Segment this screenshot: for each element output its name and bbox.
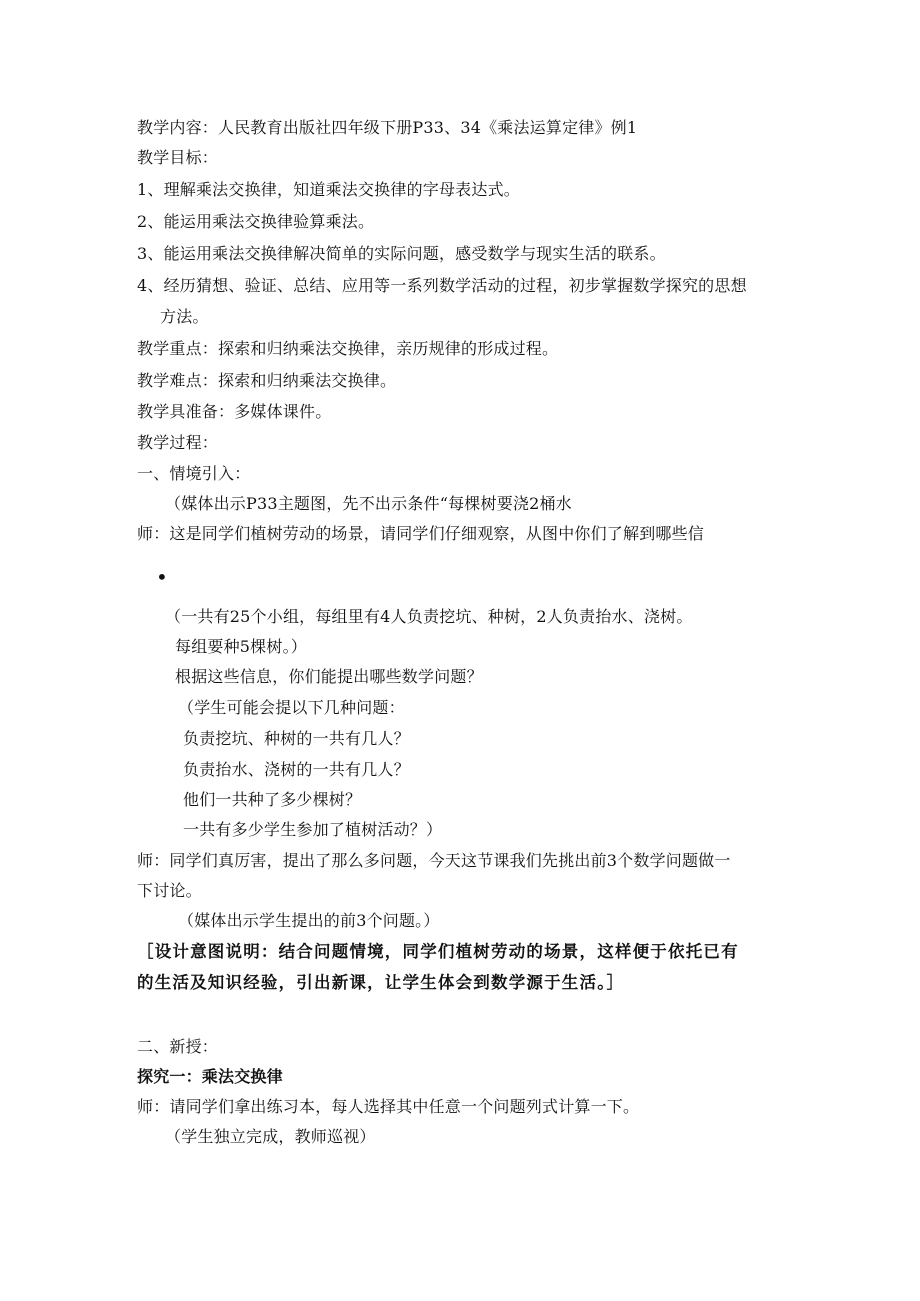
section1-media-note-2: （媒体出示学生提出的前3个问题。） <box>178 911 440 930</box>
design-intent-line-1: ［设计意图说明：结合问题情境，同学们植树劳动的场景，这样便于依托已有 <box>137 942 739 961</box>
section2-heading: 二、新授： <box>137 1037 219 1056</box>
section1-teacher-line: 师：这是同学们植树劳动的场景，请同学们仔细观察，从图中你们了解到哪些信 <box>137 524 705 543</box>
section1-heading: 一、情境引入： <box>137 464 251 483</box>
student-question-1: 负责挖坑、种树的一共有几人？ <box>183 729 410 748</box>
difficulty-line: 教学难点：探索和归纳乘法交换律。 <box>137 371 397 390</box>
design-intent-line-2: 的生活及知识经验，引出新课，让学生体会到数学源于生活。］ <box>137 973 625 992</box>
section2-student-note: （学生独立完成，教师巡视） <box>165 1127 376 1146</box>
section1-media-note: （媒体出示P33主题图，先不出示条件“每棵树要浇2桶水 <box>165 494 572 513</box>
section1-info-line-2: 每组要种5棵树。） <box>175 637 307 656</box>
student-questions-intro: （学生可能会提以下几种问题： <box>178 698 405 717</box>
teacher-praise-line-2: 下讨论。 <box>137 881 202 900</box>
student-question-3: 他们一共种了多少棵树？ <box>183 790 362 809</box>
objective-item-1: 1、理解乘法交换律，知道乘法交换律的字母表达式。 <box>137 180 520 199</box>
objective-item-4-continued: 方法。 <box>160 307 209 326</box>
preparation-line: 教学具准备：多媒体课件。 <box>137 402 332 421</box>
key-point-line: 教学重点：探索和归纳乘法交换律，亲历规律的形成过程。 <box>137 339 559 358</box>
student-question-4: 一共有多少学生参加了植树活动？） <box>183 820 443 839</box>
section2-teacher-line: 师：请同学们拿出练习本，每人选择其中任意一个问题列式计算一下。 <box>137 1097 640 1116</box>
question-prompt: 根据这些信息，你们能提出哪些数学问题？ <box>175 667 483 686</box>
student-question-2: 负责抬水、浇树的一共有几人？ <box>183 760 410 779</box>
section1-info-line-1: （一共有25个小组，每组里有4人负责挖坑、种树，2人负责抬水、浇树。 <box>165 607 693 626</box>
teacher-praise-line-1: 师：同学们真厉害，提出了那么多问题，今天这节课我们先挑出前3个数学问题做一 <box>137 851 731 870</box>
objective-item-3: 3、能运用乘法交换律解决简单的实际问题，感受数学与现实生活的联系。 <box>137 244 666 263</box>
explore-one-heading: 探究一：乘法交换律 <box>137 1067 283 1086</box>
objectives-heading: 教学目标： <box>137 148 219 167</box>
bullet-mark: • <box>156 565 168 589</box>
teaching-content-line: 教学内容：人民教育出版社四年级下册P33、34《乘法运算定律》例1 <box>137 118 638 137</box>
objective-item-2: 2、能运用乘法交换律验算乘法。 <box>137 212 375 231</box>
process-heading: 教学过程： <box>137 433 219 452</box>
objective-item-4: 4、经历猜想、验证、总结、应用等一系列数学活动的过程，初步掌握数学探究的思想 <box>137 276 747 295</box>
